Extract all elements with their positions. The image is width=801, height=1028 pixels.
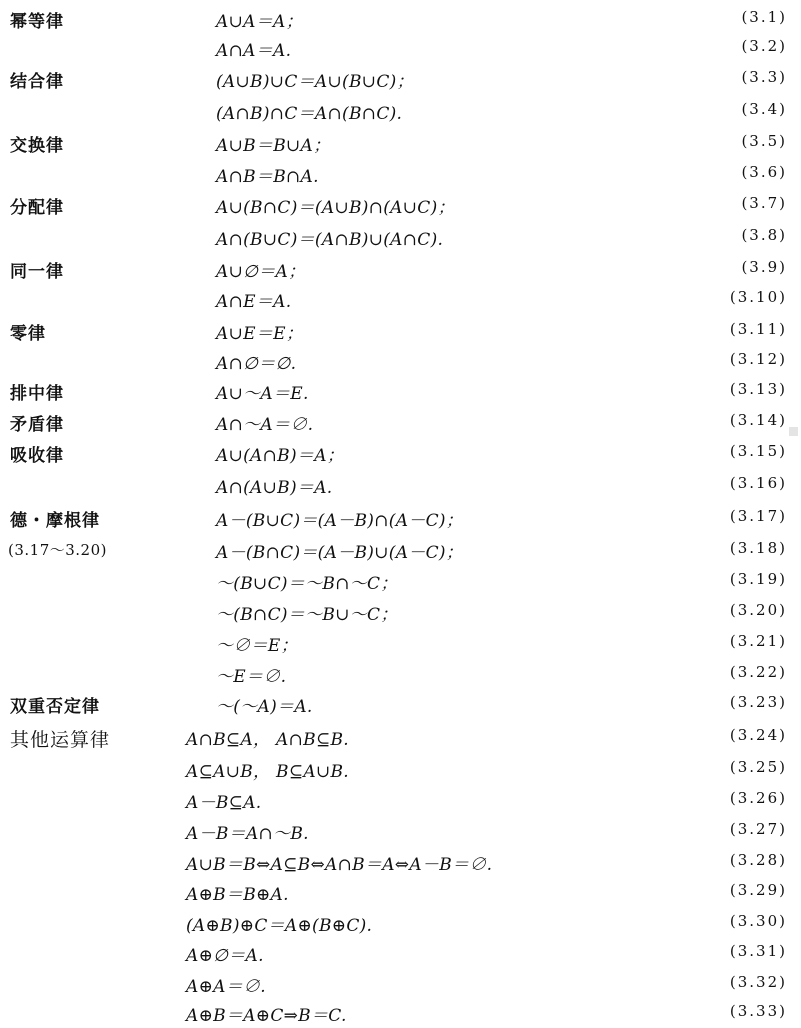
law-formula: A∩～A＝∅. bbox=[216, 415, 314, 435]
law-name: 幂等律 bbox=[10, 12, 64, 32]
equation-number: (3.15) bbox=[729, 442, 787, 460]
law-formula: A－B⊆A. bbox=[186, 793, 262, 813]
law-row bbox=[0, 316, 801, 346]
law-name: 交换律 bbox=[10, 136, 64, 156]
law-formula: A∩∅＝∅. bbox=[216, 354, 297, 374]
law-name: 矛盾律 bbox=[10, 415, 64, 435]
law-formula: (A∪B)∪C＝A∪(B∪C)； bbox=[216, 72, 414, 92]
equation-number: (3.30) bbox=[729, 912, 787, 930]
law-row bbox=[0, 159, 801, 189]
law-formula: A∩A＝A. bbox=[216, 41, 292, 61]
law-row bbox=[0, 816, 801, 846]
law-row bbox=[0, 470, 801, 500]
law-row bbox=[0, 438, 801, 468]
law-row bbox=[0, 938, 801, 968]
equation-number: (3.4) bbox=[741, 100, 787, 118]
law-range-note: (3.17～3.20) bbox=[8, 541, 108, 559]
equation-number: (3.9) bbox=[741, 258, 787, 276]
scan-mark bbox=[789, 427, 798, 436]
law-row bbox=[0, 376, 801, 406]
law-formula: A⊆A∪B， B⊆A∪B. bbox=[186, 762, 349, 782]
equation-number: (3.7) bbox=[741, 194, 787, 212]
law-formula: A∪E＝E； bbox=[216, 324, 304, 344]
law-formula: A∪B＝B∪A； bbox=[216, 136, 331, 156]
law-name: 双重否定律 bbox=[10, 697, 100, 717]
law-row bbox=[0, 566, 801, 596]
equation-number: (3.17) bbox=[729, 507, 787, 525]
equation-number: (3.5) bbox=[741, 132, 787, 150]
law-formula: A⊕∅＝A. bbox=[186, 946, 264, 966]
law-formula: ～∅＝E； bbox=[216, 636, 298, 656]
equation-number: (3.31) bbox=[729, 942, 787, 960]
law-formula: A∩(A∪B)＝A. bbox=[216, 478, 333, 498]
equation-number: (3.19) bbox=[729, 570, 787, 588]
law-name: 其他运算律 bbox=[10, 729, 111, 751]
equation-number: (3.24) bbox=[729, 726, 787, 744]
equation-number: (3.18) bbox=[729, 539, 787, 557]
law-formula: A⊕B＝A⊕C⇒B＝C. bbox=[186, 1006, 347, 1026]
equation-number: (3.3) bbox=[741, 68, 787, 86]
equation-number: (3.16) bbox=[729, 474, 787, 492]
law-row bbox=[0, 407, 801, 437]
law-row bbox=[0, 4, 801, 34]
law-row bbox=[0, 754, 801, 784]
law-name: 德・摩根律 bbox=[10, 511, 100, 531]
equation-number: (3.6) bbox=[741, 163, 787, 181]
equation-number: (3.20) bbox=[729, 601, 787, 619]
law-row bbox=[0, 689, 801, 719]
equation-number: (3.33) bbox=[729, 1002, 787, 1020]
law-formula: ～E＝∅. bbox=[216, 667, 287, 687]
law-formula: A∩E＝A. bbox=[216, 292, 292, 312]
equation-number: (3.23) bbox=[729, 693, 787, 711]
law-formula: A∪(B∩C)＝(A∪B)∩(A∪C)； bbox=[216, 198, 455, 218]
equation-number: (3.29) bbox=[729, 881, 787, 899]
law-formula: A∪A＝A； bbox=[216, 12, 303, 32]
law-name: 分配律 bbox=[10, 198, 64, 218]
law-formula: ～(B∩C)＝～B∪～C； bbox=[216, 605, 398, 625]
law-row bbox=[0, 722, 801, 752]
law-formula: A∩B⊆A， A∩B⊆B. bbox=[186, 730, 349, 750]
law-row bbox=[0, 284, 801, 314]
law-row bbox=[0, 659, 801, 689]
equation-number: (3.1) bbox=[741, 8, 787, 26]
law-formula: (A⊕B)⊕C＝A⊕(B⊕C). bbox=[186, 916, 373, 936]
law-name: 零律 bbox=[10, 324, 46, 344]
law-formula: A∪B＝B⇔A⊆B⇔A∩B＝A⇔A－B＝∅. bbox=[186, 855, 493, 875]
law-formula: ～(B∪C)＝～B∩～C； bbox=[216, 574, 398, 594]
law-formula: A∪(A∩B)＝A； bbox=[216, 446, 345, 466]
equation-number: (3.21) bbox=[729, 632, 787, 650]
law-row bbox=[0, 535, 801, 565]
law-row bbox=[0, 190, 801, 220]
law-name: 同一律 bbox=[10, 262, 64, 282]
equation-number: (3.8) bbox=[741, 226, 787, 244]
law-formula: A∩(B∪C)＝(A∩B)∪(A∩C). bbox=[216, 230, 444, 250]
law-formula: A－B＝A∩～B. bbox=[186, 824, 309, 844]
equation-number: (3.28) bbox=[729, 851, 787, 869]
equation-number: (3.32) bbox=[729, 973, 787, 991]
law-row bbox=[0, 908, 801, 938]
law-formula: A∪～A＝E. bbox=[216, 384, 309, 404]
law-formula: A∩B＝B∩A. bbox=[216, 167, 319, 187]
law-formula: (A∩B)∩C＝A∩(B∩C). bbox=[216, 104, 403, 124]
law-name: 吸收律 bbox=[10, 446, 64, 466]
law-row bbox=[0, 785, 801, 815]
law-row bbox=[0, 254, 801, 284]
law-row bbox=[0, 346, 801, 376]
equation-number: (3.11) bbox=[729, 320, 787, 338]
law-formula: A⊕B＝B⊕A. bbox=[186, 885, 289, 905]
law-row bbox=[0, 96, 801, 126]
equation-number: (3.2) bbox=[741, 37, 787, 55]
law-formula: A⊕A＝∅. bbox=[186, 977, 267, 997]
equation-number: (3.25) bbox=[729, 758, 787, 776]
law-row bbox=[0, 64, 801, 94]
law-name: 结合律 bbox=[10, 72, 64, 92]
equation-number: (3.14) bbox=[729, 411, 787, 429]
law-row bbox=[0, 969, 801, 999]
equation-number: (3.27) bbox=[729, 820, 787, 838]
law-row bbox=[0, 877, 801, 907]
law-row bbox=[0, 628, 801, 658]
law-row bbox=[0, 597, 801, 627]
equation-number: (3.10) bbox=[729, 288, 787, 306]
law-row bbox=[0, 128, 801, 158]
law-formula: ～(～A)＝A. bbox=[216, 697, 313, 717]
law-row bbox=[0, 33, 801, 63]
law-formula: A∪∅＝A； bbox=[216, 262, 306, 282]
equation-number: (3.13) bbox=[729, 380, 787, 398]
law-row bbox=[0, 222, 801, 252]
law-formula: A－(B∪C)＝(A－B)∩(A－C)； bbox=[216, 511, 464, 531]
equation-number: (3.26) bbox=[729, 789, 787, 807]
equation-number: (3.22) bbox=[729, 663, 787, 681]
law-row bbox=[0, 847, 801, 877]
law-name: 排中律 bbox=[10, 384, 64, 404]
equation-number: (3.12) bbox=[729, 350, 787, 368]
law-row bbox=[0, 503, 801, 533]
law-formula: A－(B∩C)＝(A－B)∪(A－C)； bbox=[216, 543, 464, 563]
